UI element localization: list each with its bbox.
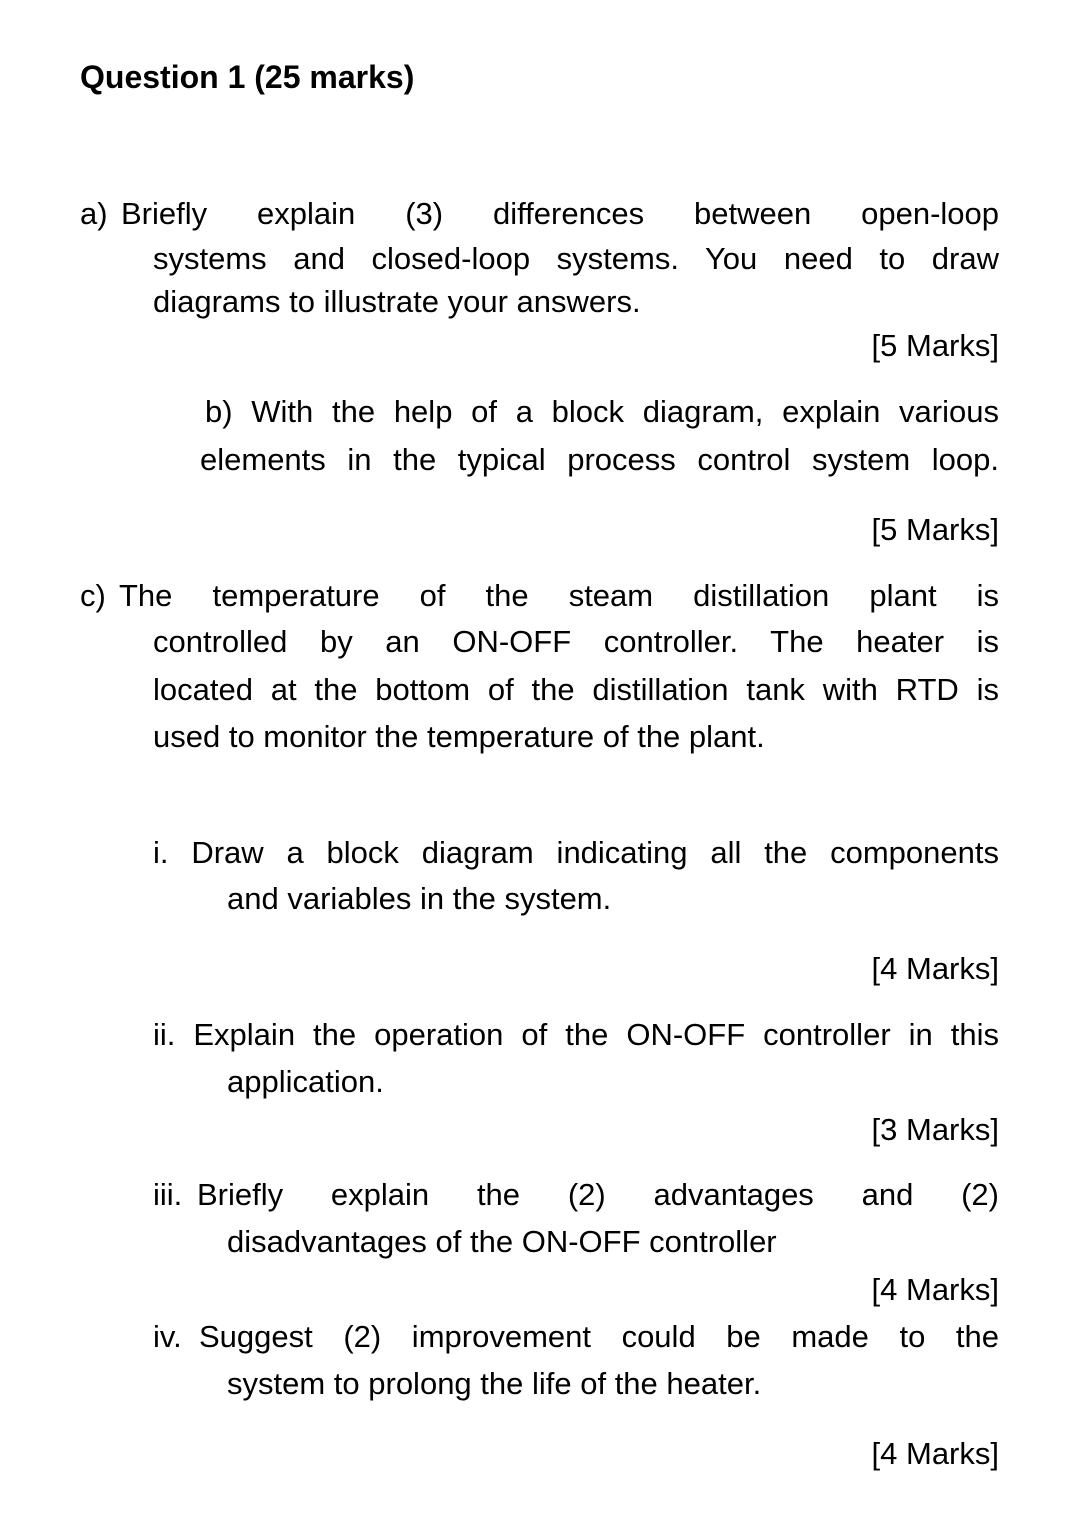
sub-iii-line-1: Briefly explain the (2) advantages and (2) [197, 1177, 999, 1212]
part-c-line-1: The temperature of the steam distillation plant is [119, 578, 999, 613]
sub-i-line-2: and variables in the system. [227, 881, 612, 916]
sub-iv-label: iv. [153, 1319, 182, 1354]
sub-iii-line-2: disadvantages of the ON-OFF controller [227, 1224, 777, 1259]
sub-iv-line-1: Suggest (2) improvement could be made to the [199, 1319, 999, 1354]
part-a-label: a) [80, 196, 108, 231]
part-a-line-2: systems and closed-loop systems. You need to draw [153, 241, 999, 276]
part-c-label: c) [80, 578, 106, 613]
part-c-line-3: located at the bottom of the distillation tank with RTD is [153, 672, 999, 707]
question-title: Question 1 (25 marks) [80, 59, 415, 95]
part-b-line-2: elements in the typical process control system loop. [200, 442, 999, 477]
part-a-line-1: Briefly explain (3) differences between open-loop [121, 196, 999, 231]
part-c-line-2: controlled by an ON-OFF controller. The heater is [153, 624, 999, 659]
part-c-line-4: used to monitor the temperature of the plant. [153, 719, 765, 754]
sub-iii-marks: [4 Marks] [871, 1272, 999, 1307]
sub-ii-line-1: ii. Explain the operation of the ON-OFF controller in this [153, 1017, 999, 1052]
sub-ii-marks: [3 Marks] [871, 1112, 999, 1147]
part-a-marks: [5 Marks] [871, 328, 999, 363]
sub-i-line-1: i. Draw a block diagram indicating all the components [153, 835, 999, 870]
sub-iv-marks: [4 Marks] [871, 1436, 999, 1471]
sub-iii-label: iii. [153, 1177, 183, 1212]
part-b-marks: [5 Marks] [871, 512, 999, 547]
part-a-line-3: diagrams to illustrate your answers. [153, 284, 641, 319]
part-b-line-1: b) With the help of a block diagram, explain various [205, 394, 999, 429]
sub-i-marks: [4 Marks] [871, 951, 999, 986]
sub-ii-line-2: application. [227, 1064, 384, 1099]
sub-iv-line-2: system to prolong the life of the heater. [227, 1366, 762, 1401]
